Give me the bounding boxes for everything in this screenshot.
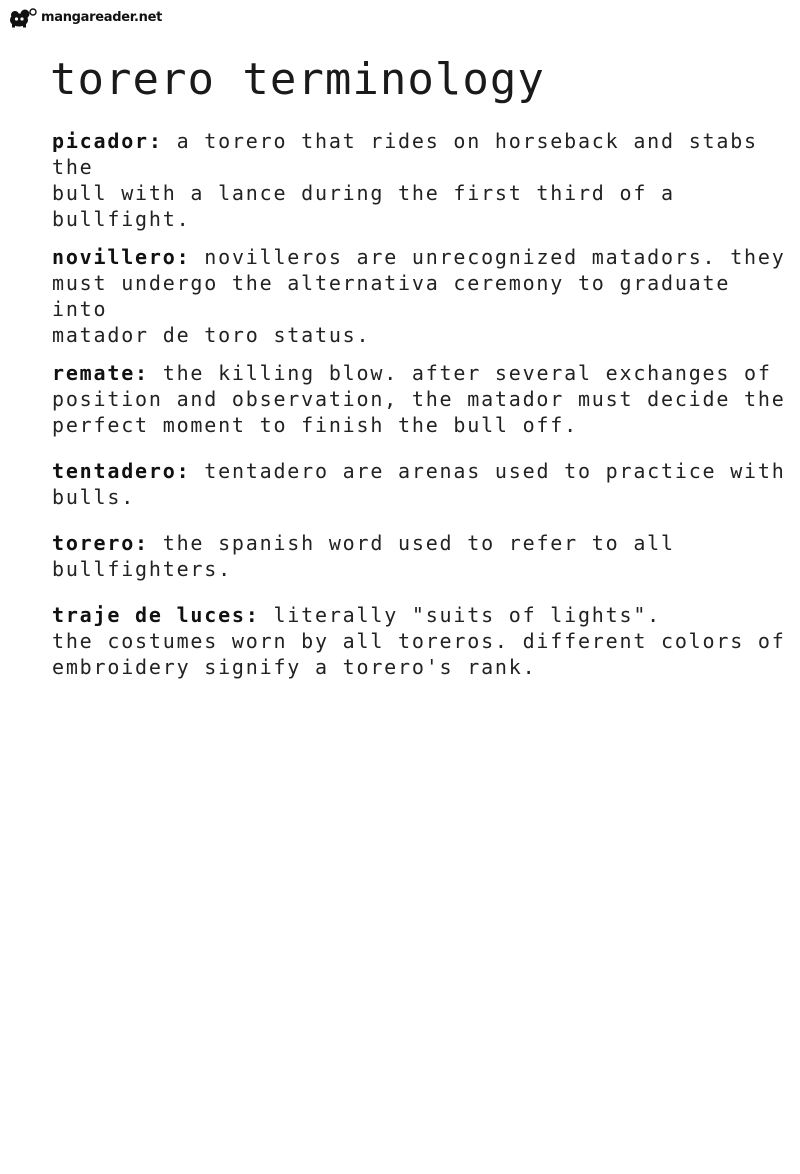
entry-term: picador:: [52, 129, 163, 153]
entry-term: traje de luces:: [52, 603, 260, 627]
entry-term: torero:: [52, 531, 149, 555]
terminology-entry: [52, 244, 792, 348]
entry-term: novillero:: [52, 245, 191, 269]
terminology-entry: [52, 602, 792, 680]
terminology-list: [52, 128, 792, 680]
watermark-text: mangareader.net: [41, 10, 163, 25]
entry-definition: a torero that rides on horseback and stabs the bull with a lance during the first third of a bullfight.: [52, 129, 758, 231]
mascot-logo-icon: [8, 8, 38, 28]
terminology-entry: [52, 530, 792, 582]
entry-definition: the killing blow. after several exchanges of position and observation, the matador must decide the perfect moment to finish the bull off.: [52, 361, 786, 437]
entry-term: tentadero:: [52, 459, 191, 483]
terminology-entry: [52, 458, 792, 510]
entry-definition: novilleros are unrecognized matadors. they must undergo the alternativa ceremony to graduate into matador de toro status.: [52, 245, 786, 347]
entry-definition: the spanish word used to refer to all bullfighters.: [52, 531, 675, 581]
entry-definition: tentadero are arenas used to practice with bulls.: [52, 459, 786, 509]
site-watermark: [8, 8, 162, 28]
terminology-entry: [52, 360, 792, 438]
page-title: torero terminology: [50, 54, 545, 105]
entry-term: remate:: [52, 361, 149, 385]
terminology-entry: [52, 128, 792, 232]
entry-definition: literally "suits of lights". the costumes worn by all toreros. different colors of embroidery signify a torero's rank.: [52, 603, 786, 679]
